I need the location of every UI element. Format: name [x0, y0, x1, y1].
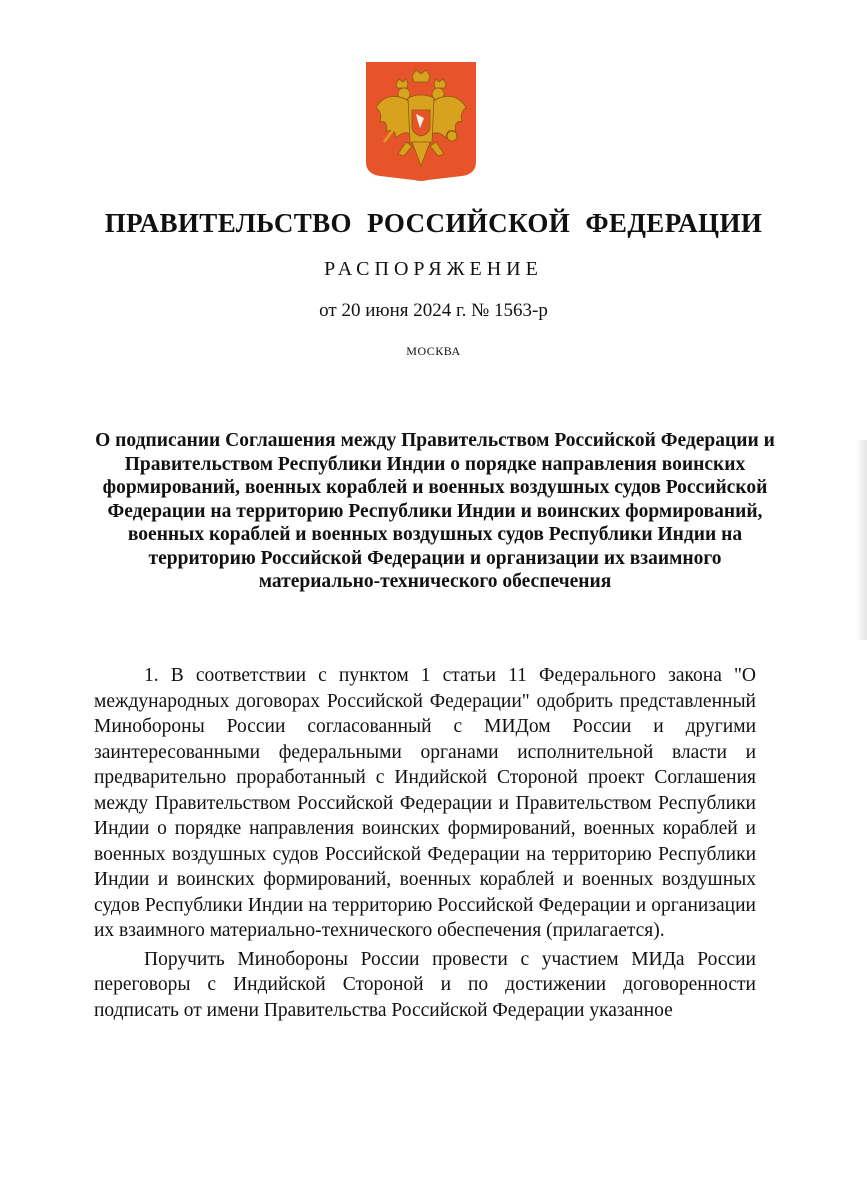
document-type: РАСПОРЯЖЕНИЕ — [324, 258, 543, 280]
document-date-number: от 20 июня 2024 г. № 1563-р — [319, 300, 548, 321]
russian-coat-of-arms-icon — [366, 62, 476, 182]
document-heading: О подписании Соглашения между Правительством Российской Федерации и Правительством Республики Индии о порядке направления воинских формирований, военных кораблей и военных воздушных судов Российской Федерации на территорию Республики Индии и воинских формирований, военных кораблей и военных воздушных судов Республики Индии на территорию Российской Федерации и организации их взаимного материально-технического обеспечения — [95, 430, 775, 592]
document-city: МОСКВА — [406, 344, 461, 358]
page-edge-shadow — [855, 440, 867, 640]
government-title: ПРАВИТЕЛЬСТВО РОССИЙСКОЙ ФЕДЕРАЦИИ — [104, 208, 763, 238]
paragraph-1: 1. В соответствии с пунктом 1 статьи 11 Федерального закона "О международных договорах Российской Федерации" одобрить представленный Минобороны России согласованный с МИДом России и другими заинтересованными федеральными органами исполнительной власти и предварительно проработанный с Индийской Стороной проект Соглашения между Правительством Российской Федерации и Правительством Республики Индии о порядке направления воинских формирований, военных кораблей и военных воздушных судов Российской Федерации на территорию Республики Индии и воинских формирований, военных кораблей и военных воздушных судов Республики Индии на территорию Российской Федерации и организации их взаимного материально-технического обеспечения (прилагается). — [94, 665, 756, 941]
paragraph-2: Поручить Минобороны России провести с участием МИДа России переговоры с Индийской Стороной и по достижении договоренности подписать от имени Правительства Российской Федерации указанное — [94, 948, 756, 1021]
document-body — [94, 663, 756, 1026]
